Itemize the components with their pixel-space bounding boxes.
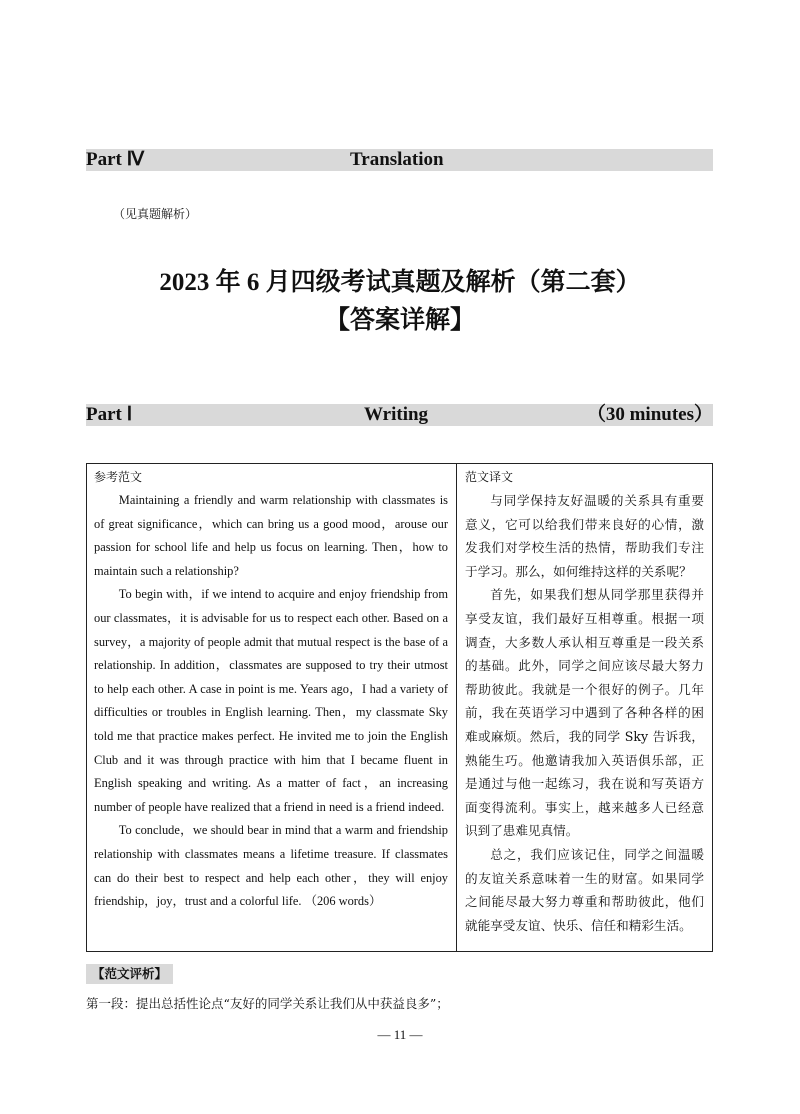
part-i-title: Writing [364, 404, 429, 425]
analysis-line-1: 第一段：提出总括性论点“友好的同学关系让我们从中获益良多”； [86, 996, 449, 1011]
essay-paragraph-2: To begin with，if we intend to acquire and enjoy friendship from our classmates，it is advisable for us to respect each other. Based on a survey，a majority of people admit that mutual respect is the base of a relationship. In addition，classmates are supposed to try their utmost to help each other. A case in point is me. Years ago，I had a variety of difficulties or troubles in English learning. Then，my classmate Sky told me that practice makes perfect. He invited me to join the English Club and it was through practice with him that I became fluent in English speaking and writing. As a matter of fact，an increasing number of people have realized that a friend in need is a friend indeed. [94, 587, 448, 814]
translation-title: 范文译文 [465, 470, 514, 484]
model-essay-column [87, 464, 457, 951]
part-i-header [86, 404, 713, 426]
part-iv-label: Part Ⅳ [86, 149, 145, 170]
essay-paragraph-3: To conclude，we should bear in mind that a warm and friendship relationship with classmates means a lifetime treasure. If classmates can do their best to respect and help each other，they will enjoy friendship，joy，trust and a colorful life. （206 words） [94, 823, 448, 909]
part-iv-title: Translation [350, 149, 444, 170]
translation-column [458, 464, 712, 951]
part-iv-header [86, 149, 713, 171]
page-number: — 11 — [377, 1027, 423, 1042]
see-analysis-note: （见真题解析） [113, 207, 198, 221]
page-title: 2023 年 6 月四级考试真题及解析（第二套） [159, 269, 641, 296]
page-subtitle: 【答案详解】 [324, 305, 475, 334]
translation-paragraph-3: 总之，我们应该记住，同学之间温暖的友谊关系意味着一生的财富。如果同学之间能尽最大努力尊重和帮助彼此，他们就能享受友谊、快乐、信任和精彩生活。 [465, 846, 704, 933]
essay-table [86, 463, 713, 952]
part-i-label: Part Ⅰ [86, 404, 133, 425]
part-i-time: （30 minutes） [586, 404, 713, 425]
analysis-tag: 【范文评析】 [86, 964, 173, 984]
translation-paragraph-1: 与同学保持友好温暖的关系具有重要意义，它可以给我们带来良好的心情，激发我们对学校生活的热情，帮助我们专注于学习。那么，如何维持这样的关系呢？ [465, 493, 704, 579]
translation-paragraph-2: 首先，如果我们想从同学那里获得并享受友谊，我们最好互相尊重。根据一项调查，大多数人承认相互尊重是一段关系的基础。此外，同学之间应该尽最大努力帮助彼此。我就是一个很好的例子。几年前，我在英语学习中遇到了各种各样的困难或麻烦。然后，我的同学 Sky 告诉我，熟能生巧。他邀请我加入英语俱乐部，正是通过与他一起练习，我在说和写英语方面变得流利。事实上，越来越多人已经意识到了患难见真情。 [465, 587, 704, 839]
essay-paragraph-1: Maintaining a friendly and warm relationship with classmates is of great significance，which can bring us a good mood，arouse our passion for school life and help us focus on learning. Then，how to maintain such a relationship? [94, 493, 448, 578]
model-essay-title: 参考范文 [94, 470, 143, 484]
